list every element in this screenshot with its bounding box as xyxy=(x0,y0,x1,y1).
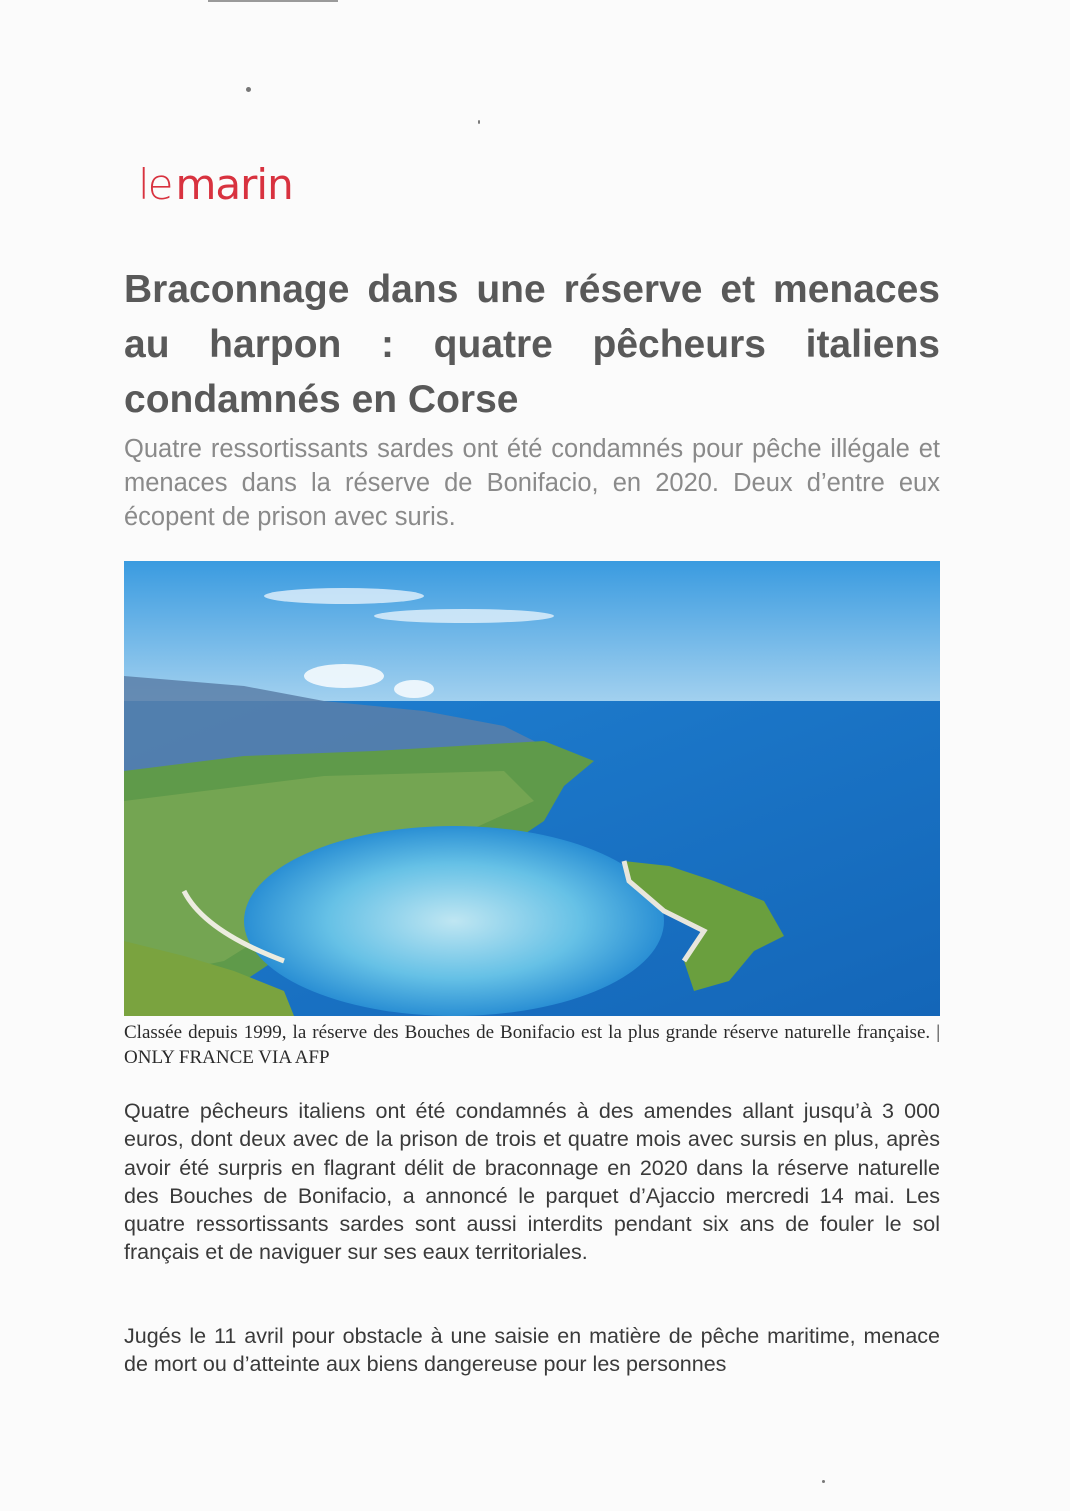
logo-name: marin xyxy=(175,160,293,209)
logo-prefix: le xyxy=(138,160,172,209)
scan-edge-mark xyxy=(208,0,338,2)
scan-speck xyxy=(246,87,251,92)
article-title: Braconnage dans une réserve et menaces au harpon : quatre pêcheurs italiens condamnés en Corse xyxy=(124,268,940,421)
article-lead: Quatre ressortissants sardes ont été condamnés pour pêche illégale et menaces dans la réserve de Bonifacio, en 2020. Deux d’entre eux écopent de prison avec suris. xyxy=(124,435,940,531)
article-paragraph: Quatre pêcheurs italiens ont été condamnés à des amendes allant jusqu’à 3 000 euros, dont deux avec de la prison de trois et quatre mois avec sursis en plus, après avoir été surpris en flagrant délit de braconnage en 2020 dans la réserve naturelle des Bouches de Bonifacio, a annoncé le parquet d’Ajaccio mercredi 14 mai. Les quatre ressortissants sardes sont aussi interdits pendant six ans de fouler le sol français et de naviguer sur ses eaux territoriales. xyxy=(124,1099,940,1265)
article-paragraph: Jugés le 11 avril pour obstacle à une saisie en matière de pêche maritime, menace de mort ou d’atteinte aux biens dangereuse pour les personnes xyxy=(124,1324,940,1377)
publication-logo xyxy=(138,160,293,209)
scan-speck xyxy=(822,1480,825,1483)
scan-speck xyxy=(478,120,480,124)
article-photo xyxy=(124,561,940,1016)
aerial-coast-image xyxy=(124,561,940,1016)
photo-caption: Classée depuis 1999, la réserve des Bouches de Bonifacio est la plus grande réserve naturelle française. | ONLY FRANCE VIA AFP xyxy=(124,1022,940,1068)
